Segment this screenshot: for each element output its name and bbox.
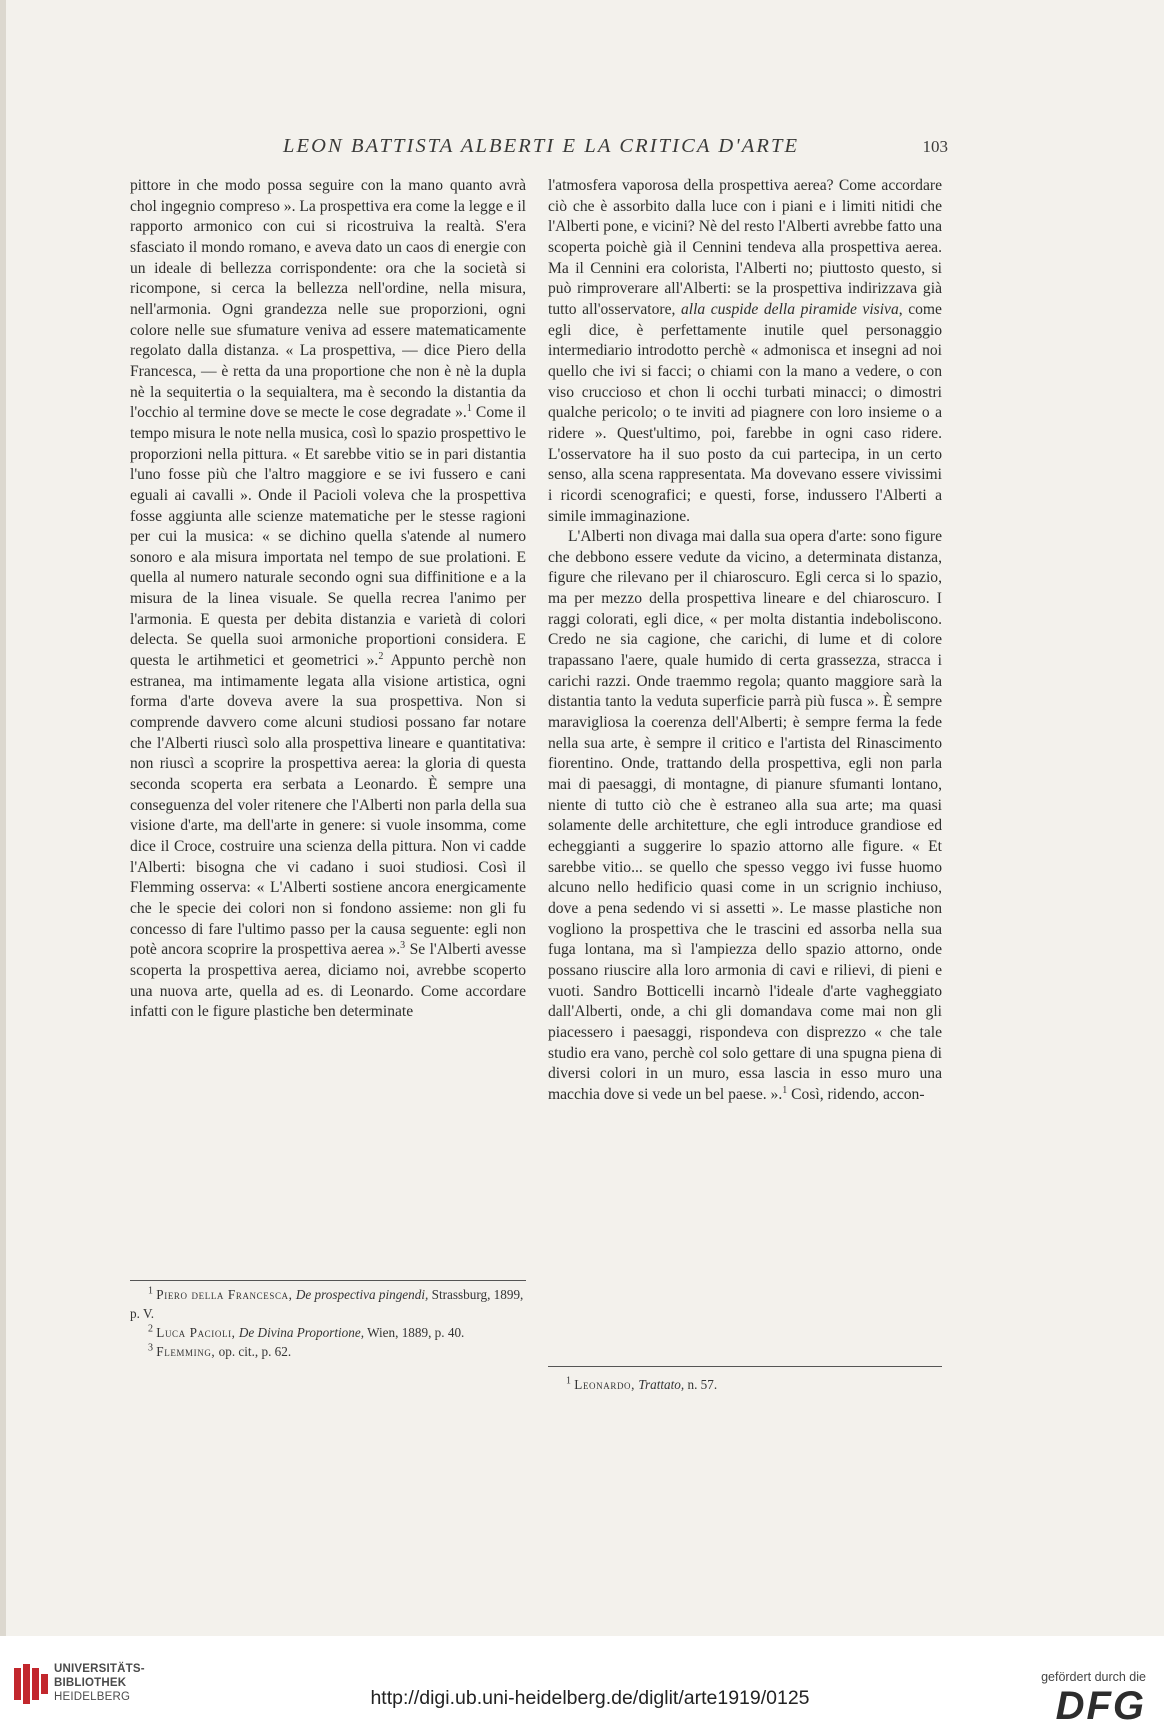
footnote-work-title: De prospectiva pingendi, [295, 1287, 429, 1302]
paragraph [548, 527, 942, 1105]
footnote-number: 3 [148, 1342, 153, 1354]
footnote [548, 1375, 942, 1394]
footnote-rule-right [548, 1366, 942, 1367]
permalink-url[interactable]: http://digi.ub.uni-heidelberg.de/diglit/arte1919/0125 [370, 1687, 810, 1709]
library-name [54, 1662, 145, 1704]
footnote-author: Piero della Francesca, [156, 1287, 293, 1302]
footnote [130, 1285, 526, 1323]
footnote [130, 1323, 526, 1342]
running-head [128, 132, 948, 162]
footnote-reference: 3 [400, 940, 406, 952]
viewer-footer [0, 1636, 1164, 1734]
italic-phrase: alla cuspide della piramide visiva [680, 300, 899, 318]
right-text-column [548, 176, 942, 1106]
paragraph-text: Appunto perchè non estranea, ma intimamente legata alla visione artistica, ogni forma d'arte doveva avere la sua prospettiva. Non si comprende davvero come alcuni studiosi possano far notare che l'Alberti riuscì solo alla prospettiva lineare e quantitativa: non riuscì a scoprire la prospettiva aerea: la gloria di questa seconda scoperta era serbata a Leonardo. È sempre una conseguenza del voler ritenere che l'Alberti non parla della sua visione d'arte, ma dell'arte in genere: si vuole insomma, come dice il Croce, costruire una scienza della pittura. Non vi cadde l'Alberti: bisogna che vi cadano i suoi studiosi. Così il Flemming osserva: « L'Alberti sostiene ancora energicamente che le specie dei colori non si fondono assieme: non gli fu concesso di fare l'ultimo passo per la causa seguente: egli non potè ancora scoprire la prospettiva aerea ». [130, 652, 526, 959]
paragraph [548, 176, 942, 527]
library-logo[interactable] [14, 1662, 164, 1710]
library-name-line-3: HEIDELBERG [54, 1691, 131, 1703]
footnote-number: 1 [566, 1375, 571, 1387]
footnote-work-title: De Divina Proportione, [238, 1325, 365, 1340]
footnote-author: Luca Pacioli, [156, 1325, 236, 1340]
paragraph-text: , come egli dice, è perfettamente inutile quel personaggio intermediario introdotto perchè « admonisca et insegni ad noi quello che ivi si facci; o chiami con la mano a vedere, o con viso cruccioso et chon li occhi turbati minacci; o dimostri qualche pericolo; o te inviti ad piagnere con loro insieme o a ridere ». Quest'ultimo, poi, farebbe in ogni caso ridere. L'osservatore ha il suo posto da cui partecipa, in un certo senso, alla scena rappresentata. Ma dovevano essere vivissimi i ricordi scenografici; e questi, forse, indussero l'Alberti a simile immaginazione. [548, 300, 942, 525]
library-name-line-2: BIBLIOTHEK [54, 1677, 127, 1689]
footnote-author: Flemming, [156, 1344, 216, 1359]
university-library-logo-icon [14, 1664, 48, 1704]
dfg-logo-icon: DFG [1055, 1684, 1146, 1728]
paragraph-text: pittore in che modo possa seguire con la mano quanto avrà chol ingegnio compreso ». La prospettiva era come la legge e il rapporto armonico con cui si ricostruiva la realtà. S'era sfasciato il mondo romano, e aveva dato un caos di energie con un ideale di bellezza corrispondente: ora che la società si ricompone, si cerca la bellezza nell'ordine, nella misura, nell'armonia. Ogni grandezza nelle sue proporzioni, ogni colore nelle sue sfumature veniva ad essere matematicamente regolato dalla distanza. « La prospettiva, — dice Piero della Francesca, — è retta da una proportione che non è nè la dupla nè la sequitertia o la sequialtera, ma è secondo la distantia da l'occhio al termine dove se mecte le cose degradate ». [130, 177, 526, 422]
footnote-author: Leonardo, [574, 1377, 636, 1392]
footnotes-right [548, 1375, 942, 1394]
running-title: LEON BATTISTA ALBERTI E LA CRITICA D'ARTE [283, 135, 800, 157]
paragraph [130, 176, 526, 1023]
footnote-reference: 2 [378, 650, 384, 662]
paragraph-text: L'Alberti non divaga mai dalla sua opera d'arte: sono figure che debbono essere vedute da vicino, a determinata distanza, figure che rilevano per il chiaroscuro. Egli cerca si lo spazio, ma per mezzo della prospettiva lineare e del chiaroscuro. I raggi colorati, egli dice, « per molta distantia indeboliscono. Credo ne sia cagione, che carichi, di lume et di colore trapassano l'aere, quale humido di certa grassezza, stracca i carichi razzi. Onde traemmo regola; quanto maggiore sarà la distantia tanto la veduta superficie parrà più fusca ». È sempre maravigliosa la coerenza dell'Alberti; è sempre ferma la fede nella sua arte, è sempre il critico e l'artista del Rinascimento fiorentino. Onde, trattando della prospettiva, egli non parla mai di paesaggi, di montagne, di pianure sfumanti lontano, niente di tutto ciò che è estraneo alla sua arte; ma quasi solamente delle architetture, che egli introduce grandiose ed echeggianti a suggerire lo spazio attorno alle figure. « Et sarebbe vitio... se quello che spesso veggo ivi fusse huomo alcuno nello hedificio quasi come in un scrignio inchiuso, dove a pena sedendo vi si assetti ». Le masse plastiche non vogliono la prospettiva che le trascini ed assorba nella sua fuga lontana, ma sì l'ampiezza dello spazio attorno, onde possano riuscire alla loro armonia di cavi e rilievi, di pieni e vuoti. Sandro Botticelli incarnò l'ideale d'arte vagheggiato dall'Alberti, onde, a chi gli domandava come mai non gli piacessero i paesaggi, rispondeva con disprezzo « che tale studio era vano, perchè col solo gettare di una spugna piena di diversi colori in un muro, essa lascia in esso muro una macchia dove si vede un bel paese. ». [548, 528, 942, 1103]
footnote-number: 2 [148, 1323, 153, 1335]
footnote-citation: Strassburg, 1899, p. V. [130, 1287, 524, 1321]
footnote-citation: Wien, 1889, p. 40. [367, 1325, 465, 1340]
paragraph-text: Se l'Alberti avesse scoperta la prospettiva aerea, diciamo noi, avrebbe scoperto una nuova arte, quella ad es. di Leonardo. Come accordare infatti con le figure plastiche ben determinate [130, 941, 526, 1021]
page-number: 103 [922, 137, 948, 156]
paragraph-text: Così, ridendo, accon- [787, 1085, 925, 1103]
footnotes-left [130, 1285, 526, 1361]
footnote-citation: op. cit., p. 62. [218, 1344, 292, 1359]
funding-caption: gefördert durch die [1041, 1670, 1146, 1684]
left-text-column [130, 176, 526, 1023]
footnote-number: 1 [148, 1285, 153, 1297]
footnote-rule-left [130, 1280, 526, 1281]
footnote-work-title: Trattato, [638, 1377, 685, 1392]
paragraph-text: Come il tempo misura le note nella musica, così lo spazio prospettivo le proporzioni nella pittura. « Et sarebbe vitio se in pari distantia l'uno fosse più che l'altro maggiore e se ivi fussero e cani eguali ai cavalli ». Onde il Pacioli voleva che la prospettiva fosse aggiunta alle scienze matematiche per le stesse ragioni per cui la musica: « se dichino quella s'atende al numero sonoro e ala misura importata nel tempo de sue prolationi. E quella al numero naturale secondo ogni sua diffinitione e a la misura de la linea visuale. Se quella recrea l'animo per l'armonia. E questa per debita distanzia e varietà di colori delecta. Se quella suoi armoniche proportioni considera. E questa le artihmetici et geometrici ». [130, 404, 526, 670]
paragraph-text: l'atmosfera vaporosa della prospettiva aerea? Come accordare ciò che è assorbito dalla luce con i piani e i limiti nitidi che l'Alberti pone, e vicini? Nè del resto l'Alberti avrebbe fatto una scoperta poichè già il Cennini tendeva alla prospettiva aerea. Ma il Cennini era colorista, l'Alberti no; piuttosto questo, si può rimproverare all'Alberti: se la prospettiva indirizzava già tutto all'osservatore, [548, 177, 942, 318]
scan-edge-shadow [0, 0, 6, 1636]
footnote-reference: 1 [466, 403, 472, 415]
dfg-funding[interactable] [1008, 1670, 1146, 1728]
footnote [130, 1342, 526, 1361]
footnote-reference: 1 [782, 1084, 788, 1096]
library-name-line-1: UNIVERSITÄTS- [54, 1663, 145, 1675]
footnote-citation: n. 57. [687, 1377, 718, 1392]
